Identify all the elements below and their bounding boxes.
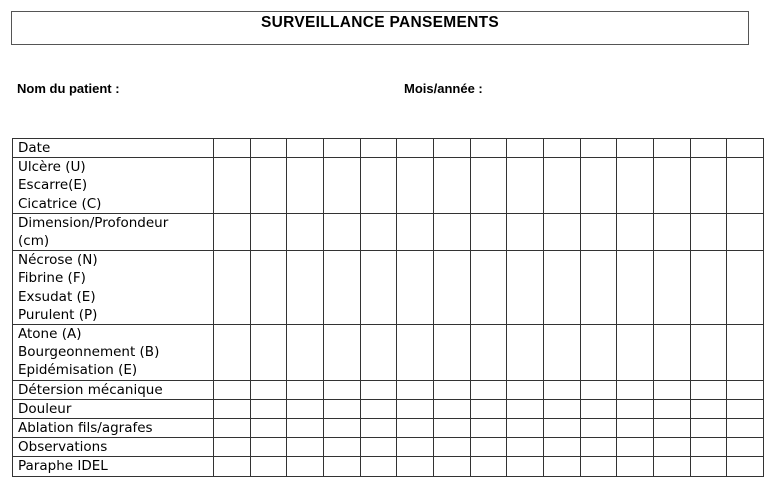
entry-cell[interactable] <box>250 380 287 399</box>
entry-cell[interactable] <box>287 419 324 438</box>
month-year-label: Mois/année : <box>404 81 483 96</box>
entry-cell[interactable] <box>323 419 360 438</box>
entry-cell[interactable] <box>507 380 544 399</box>
entry-cell[interactable] <box>690 399 727 418</box>
entry-cell[interactable] <box>727 251 764 325</box>
entry-cell[interactable] <box>287 457 324 476</box>
entry-cell[interactable] <box>543 380 580 399</box>
entry-cell[interactable] <box>653 251 690 325</box>
entry-cell[interactable] <box>360 438 397 457</box>
page-title: SURVEILLANCE PANSEMENTS <box>11 11 749 45</box>
entry-cell[interactable] <box>397 213 434 250</box>
table-row-evolution <box>13 325 764 381</box>
entry-cell[interactable] <box>617 325 654 381</box>
row-label-line: Observations <box>18 439 108 456</box>
entry-cell[interactable] <box>653 139 690 158</box>
entry-cell[interactable] <box>433 380 470 399</box>
row-label-line: Dimension/Profondeur <box>18 214 169 231</box>
entry-cell[interactable] <box>580 139 617 158</box>
entry-cell[interactable] <box>653 438 690 457</box>
entry-cell[interactable] <box>690 139 727 158</box>
entry-cell[interactable] <box>287 438 324 457</box>
entry-cell[interactable] <box>397 158 434 214</box>
entry-cell[interactable] <box>287 325 324 381</box>
entry-cell[interactable] <box>543 438 580 457</box>
entry-cell[interactable] <box>727 380 764 399</box>
entry-cell[interactable] <box>323 139 360 158</box>
table-row-observations <box>13 438 764 457</box>
entry-cell[interactable] <box>470 419 507 438</box>
entry-cell[interactable] <box>397 438 434 457</box>
row-label-douleur <box>13 399 214 418</box>
entry-cell[interactable] <box>617 438 654 457</box>
entry-cell[interactable] <box>690 380 727 399</box>
entry-cell[interactable] <box>690 457 727 476</box>
entry-cell[interactable] <box>507 213 544 250</box>
entry-cell[interactable] <box>507 325 544 381</box>
entry-cell[interactable] <box>653 457 690 476</box>
table-row-paraphe <box>13 457 764 476</box>
entry-cell[interactable] <box>580 380 617 399</box>
entry-cell[interactable] <box>250 438 287 457</box>
entry-cell[interactable] <box>250 251 287 325</box>
entry-cell[interactable] <box>360 251 397 325</box>
entry-cell[interactable] <box>470 325 507 381</box>
entry-cell[interactable] <box>214 139 251 158</box>
entry-cell[interactable] <box>653 213 690 250</box>
entry-cell[interactable] <box>397 325 434 381</box>
entry-cell[interactable] <box>287 139 324 158</box>
row-label-observations <box>13 438 214 457</box>
entry-cell[interactable] <box>323 380 360 399</box>
entry-cell[interactable] <box>470 213 507 250</box>
entry-cell[interactable] <box>287 251 324 325</box>
entry-cell[interactable] <box>580 251 617 325</box>
entry-cell[interactable] <box>727 399 764 418</box>
entry-cell[interactable] <box>214 380 251 399</box>
table-row-ablation <box>13 419 764 438</box>
entry-cell[interactable] <box>543 213 580 250</box>
entry-cell[interactable] <box>360 380 397 399</box>
entry-cell[interactable] <box>323 399 360 418</box>
row-label-line: Douleur <box>18 400 72 417</box>
dressing-monitoring-table <box>12 138 764 477</box>
entry-cell[interactable] <box>250 139 287 158</box>
entry-cell[interactable] <box>507 139 544 158</box>
entry-cell[interactable] <box>397 380 434 399</box>
entry-cell[interactable] <box>433 251 470 325</box>
table-row-dimension <box>13 213 764 250</box>
entry-cell[interactable] <box>543 419 580 438</box>
entry-cell[interactable] <box>470 158 507 214</box>
entry-cell[interactable] <box>580 457 617 476</box>
entry-cell[interactable] <box>287 380 324 399</box>
entry-cell[interactable] <box>250 399 287 418</box>
entry-cell[interactable] <box>287 213 324 250</box>
entry-cell[interactable] <box>653 325 690 381</box>
entry-cell[interactable] <box>543 251 580 325</box>
entry-cell[interactable] <box>580 325 617 381</box>
table-row-type <box>13 158 764 214</box>
entry-cell[interactable] <box>214 438 251 457</box>
entry-cell[interactable] <box>214 251 251 325</box>
entry-cell[interactable] <box>360 158 397 214</box>
entry-cell[interactable] <box>250 457 287 476</box>
entry-cell[interactable] <box>470 457 507 476</box>
row-label-line: Ulcère (U) <box>18 159 86 176</box>
entry-cell[interactable] <box>617 457 654 476</box>
entry-cell[interactable] <box>507 251 544 325</box>
entry-cell[interactable] <box>360 419 397 438</box>
row-label-line: Exsudat (E) <box>18 288 96 305</box>
row-label-line: Détersion mécanique <box>18 381 163 398</box>
entry-cell[interactable] <box>727 158 764 214</box>
entry-cell[interactable] <box>580 213 617 250</box>
entry-cell[interactable] <box>617 419 654 438</box>
row-label-line: Cicatrice (C) <box>18 195 102 212</box>
entry-cell[interactable] <box>543 399 580 418</box>
entry-cell[interactable] <box>470 380 507 399</box>
entry-cell[interactable] <box>470 399 507 418</box>
entry-cell[interactable] <box>580 438 617 457</box>
entry-cell[interactable] <box>617 399 654 418</box>
entry-cell[interactable] <box>433 325 470 381</box>
entry-cell[interactable] <box>727 325 764 381</box>
entry-cell[interactable] <box>617 251 654 325</box>
entry-cell[interactable] <box>690 438 727 457</box>
entry-cell[interactable] <box>690 419 727 438</box>
entry-cell[interactable] <box>727 139 764 158</box>
row-label-line: Fibrine (F) <box>18 270 86 287</box>
entry-cell[interactable] <box>360 139 397 158</box>
entry-cell[interactable] <box>360 457 397 476</box>
row-label-dimension <box>13 213 214 250</box>
entry-cell[interactable] <box>507 438 544 457</box>
entry-cell[interactable] <box>470 139 507 158</box>
entry-cell[interactable] <box>507 399 544 418</box>
table-row-aspect <box>13 251 764 325</box>
entry-cell[interactable] <box>433 158 470 214</box>
row-label-line: Epidémisation (E) <box>18 362 138 379</box>
patient-name-label: Nom du patient : <box>17 81 120 96</box>
entry-cell[interactable] <box>323 325 360 381</box>
row-label-line: Ablation fils/agrafes <box>18 420 153 437</box>
row-label-type <box>13 158 214 214</box>
entry-cell[interactable] <box>653 419 690 438</box>
entry-cell[interactable] <box>214 399 251 418</box>
row-label-aspect <box>13 251 214 325</box>
entry-cell[interactable] <box>323 158 360 214</box>
entry-cell[interactable] <box>323 213 360 250</box>
entry-cell[interactable] <box>323 438 360 457</box>
entry-cell[interactable] <box>214 457 251 476</box>
row-label-line: Date <box>18 140 51 156</box>
entry-cell[interactable] <box>397 399 434 418</box>
entry-cell[interactable] <box>580 399 617 418</box>
entry-cell[interactable] <box>433 213 470 250</box>
entry-cell[interactable] <box>214 325 251 381</box>
entry-cell[interactable] <box>397 139 434 158</box>
row-label-date <box>13 139 214 158</box>
entry-cell[interactable] <box>690 325 727 381</box>
entry-cell[interactable] <box>617 139 654 158</box>
row-label-line: Atone (A) <box>18 326 82 343</box>
entry-cell[interactable] <box>470 438 507 457</box>
entry-cell[interactable] <box>727 438 764 457</box>
row-label-evolution <box>13 325 214 381</box>
entry-cell[interactable] <box>543 158 580 214</box>
entry-cell[interactable] <box>690 251 727 325</box>
entry-cell[interactable] <box>360 325 397 381</box>
row-label-line: Purulent (P) <box>18 306 98 323</box>
entry-cell[interactable] <box>507 457 544 476</box>
row-label-line: (cm) <box>18 233 50 250</box>
entry-cell[interactable] <box>580 158 617 214</box>
entry-cell[interactable] <box>690 158 727 214</box>
entry-cell[interactable] <box>397 251 434 325</box>
entry-cell[interactable] <box>433 399 470 418</box>
row-label-line: Escarre(E) <box>18 177 88 194</box>
entry-cell[interactable] <box>727 213 764 250</box>
row-label-line: Bourgeonnement (B) <box>18 344 160 361</box>
entry-cell[interactable] <box>214 213 251 250</box>
entry-cell[interactable] <box>653 399 690 418</box>
entry-cell[interactable] <box>214 419 251 438</box>
entry-cell[interactable] <box>543 457 580 476</box>
row-label-line: Paraphe IDEL <box>18 458 108 475</box>
entry-cell[interactable] <box>727 419 764 438</box>
entry-cell[interactable] <box>360 399 397 418</box>
entry-cell[interactable] <box>507 419 544 438</box>
row-label-detersion <box>13 380 214 399</box>
entry-cell[interactable] <box>433 457 470 476</box>
entry-cell[interactable] <box>617 213 654 250</box>
entry-cell[interactable] <box>653 158 690 214</box>
entry-cell[interactable] <box>323 251 360 325</box>
entry-cell[interactable] <box>433 419 470 438</box>
entry-cell[interactable] <box>287 399 324 418</box>
entry-cell[interactable] <box>360 213 397 250</box>
entry-cell[interactable] <box>287 158 324 214</box>
entry-cell[interactable] <box>580 419 617 438</box>
entry-cell[interactable] <box>543 325 580 381</box>
entry-cell[interactable] <box>433 139 470 158</box>
entry-cell[interactable] <box>397 419 434 438</box>
table-row-douleur <box>13 399 764 418</box>
entry-cell[interactable] <box>323 457 360 476</box>
entry-cell[interactable] <box>470 251 507 325</box>
row-label-ablation <box>13 419 214 438</box>
entry-cell[interactable] <box>727 457 764 476</box>
entry-cell[interactable] <box>617 380 654 399</box>
entry-cell[interactable] <box>250 419 287 438</box>
entry-cell[interactable] <box>250 158 287 214</box>
entry-cell[interactable] <box>617 158 654 214</box>
entry-cell[interactable] <box>653 380 690 399</box>
table-row-detersion <box>13 380 764 399</box>
entry-cell[interactable] <box>433 438 470 457</box>
table-row-date <box>13 139 764 158</box>
row-label-line: Nécrose (N) <box>18 252 98 269</box>
entry-cell[interactable] <box>397 457 434 476</box>
row-label-paraphe <box>13 457 214 476</box>
entry-cell[interactable] <box>507 158 544 214</box>
entry-cell[interactable] <box>250 213 287 250</box>
entry-cell[interactable] <box>690 213 727 250</box>
entry-cell[interactable] <box>214 158 251 214</box>
entry-cell[interactable] <box>250 325 287 381</box>
entry-cell[interactable] <box>543 139 580 158</box>
